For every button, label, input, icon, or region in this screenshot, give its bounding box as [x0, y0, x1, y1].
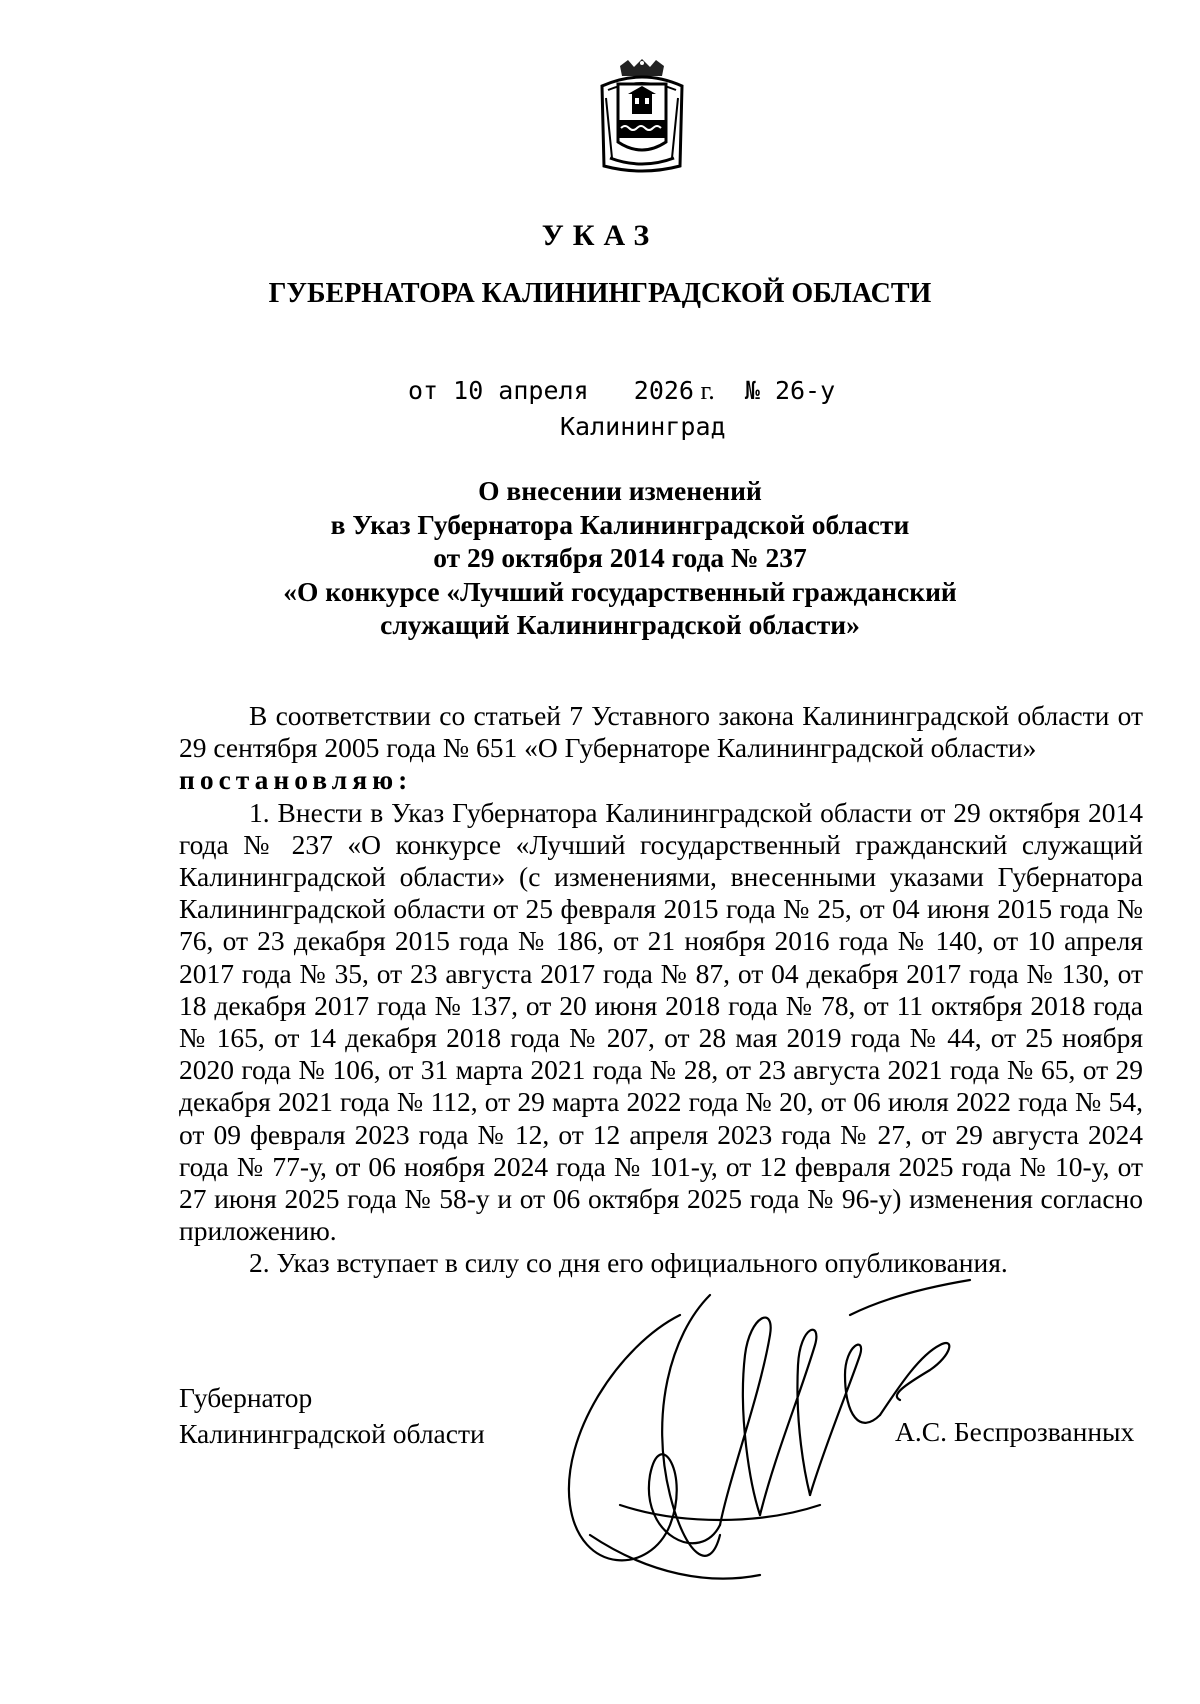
decree-word: постановляю:: [179, 764, 413, 796]
signatory-name: А.С. Беспрозванных: [895, 1416, 1135, 1447]
subject-line: служащий Калининградской области»: [380, 609, 860, 640]
document-body: [179, 700, 1143, 1280]
subject-line: «О конкурсе «Лучший государственный гражданский: [283, 575, 957, 607]
document-number: № 26-у: [744, 376, 836, 405]
signatory-title-line2: Калининградской области: [179, 1418, 485, 1449]
item-2-paragraph: 2. Указ вступает в силу со дня его официального опубликования.: [249, 1247, 1008, 1279]
kaliningrad-coat-of-arms-icon: [594, 58, 690, 176]
document-city: Калининград: [560, 412, 726, 441]
document-year-suffix: г.: [700, 376, 715, 405]
document-subject: [220, 474, 1020, 642]
document-title: УКАЗ: [541, 219, 659, 252]
signatory-title-line1: Губернатор: [179, 1382, 313, 1413]
document-date-number: [408, 375, 835, 407]
document-issuer: ГУБЕРНАТОРА КАЛИНИНГРАДСКОЙ ОБЛАСТИ: [268, 278, 932, 309]
document-date: от 10 апреля: [408, 376, 589, 405]
preamble-paragraph: В соответствии со статьей 7 Уставного закона Калининградской области от 29 сентября 2005 года № 651 «О Губернаторе Калининградской области» постановляю:: [179, 700, 1143, 796]
document-year: 2026: [633, 376, 694, 405]
subject-line: в Указ Губернатора Калининградской области: [330, 508, 910, 540]
item-1-paragraph: 1. Внести в Указ Губернатора Калининградской области от 29 октября 2014 года № 237 «О конкурсе «Лучший государственный гражданский служащий Калининградской области» (с изменениями, внесенными указами Губернатора Калининградской области от 25 февраля 2015 года № 25, от 04 июня 2015 года № 76, от 23 декабря 2015 года № 186, от 21 ноября 2016 года № 140, от 10 апреля 2017 года № 35, от 23 августа 2017 года № 87, от 04 декабря 2017 года № 130, от 18 декабря 2017 года № 137, от 20 июня 2018 года № 78, от 11 октября 2018 года № 165, от 14 декабря 2018 года № 207, от 28 мая 2019 года № 44, от 25 ноября 2020 года № 106, от 31 марта 2021 года № 28, от 23 августа 2021 года № 65, от 29 декабря 2021 года № 112, от 29 марта 2022 года № 20, от 06 июля 2022 года № 54, от 09 февраля 2023 года № 12, от 12 апреля 2023 года № 27, от 29 августа 2024 года № 77-у, от 06 ноября 2024 года № 101-у, от 12 февраля 2025 года № 10-у, от 27 июня 2025 года № 58-у и от 06 октября 2025 года № 96-у) изменения согласно приложению.: [179, 796, 1143, 1247]
subject-line: О внесении изменений: [478, 475, 762, 506]
subject-line: от 29 октября 2014 года № 237: [433, 542, 807, 573]
signatory-title: [179, 1380, 485, 1452]
